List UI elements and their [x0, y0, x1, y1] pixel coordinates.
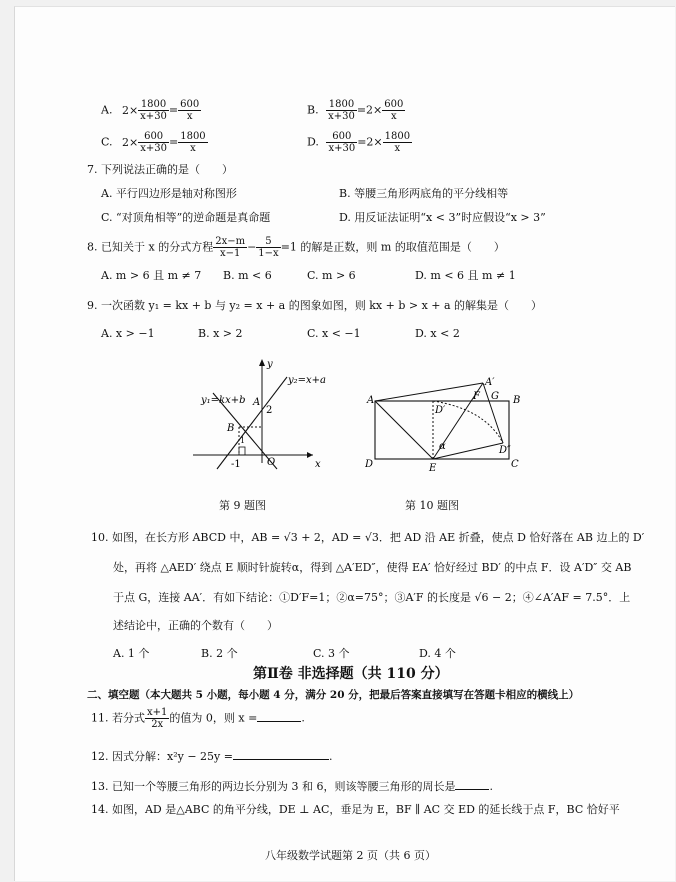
right-angle-mark: [239, 447, 245, 455]
q8-option-b: B. m < 6: [223, 269, 272, 282]
label-e: E: [429, 463, 437, 473]
origin-label: O: [267, 457, 276, 468]
q12-answer-blank[interactable]: [233, 748, 329, 760]
fold-line-ae: [375, 401, 433, 459]
q9-option-a: A. x > −1: [101, 327, 155, 340]
q9-option-c: C. x < −1: [307, 327, 361, 340]
line-y1-label: y₁=kx+b: [201, 395, 246, 406]
q8-option-d: D. m < 6 且 m ≠ 1: [415, 269, 516, 282]
fraction: $\frac{1800}{x}$: [180, 131, 206, 154]
fraction: $\frac{600}{x}$: [384, 99, 404, 122]
figure-10-caption: 第 10 题图: [405, 499, 459, 512]
tick-neg1-label: -1: [231, 459, 241, 470]
label-d-prime: D′: [435, 405, 446, 416]
fraction: $\frac{1800}{x+30}$: [328, 99, 355, 122]
page-footer: 八年级数学试题第 2 页（共 6 页）: [265, 849, 436, 862]
q6-option-a: A. 2× $\frac{1800}{x+30}$ = $\frac{600}{x}$: [101, 99, 200, 122]
x-axis-arrow: [307, 452, 313, 458]
q11-stem: 11. 若分式 $\frac{x+1}{2x}$ 的值为 0，则 x = .: [91, 707, 305, 730]
q7-option-c: C. “对顶角相等”的逆命题是真命题: [101, 211, 271, 224]
label-c: C: [511, 459, 519, 470]
q9-stem: 9. 一次函数 y₁ = kx + b 与 y₂ = x + a 的图象如图，则 kx + b > x + a 的解集是（ ）: [87, 299, 543, 312]
x-axis-label: x: [315, 459, 321, 470]
q10-option-d: D. 4 个: [419, 647, 456, 660]
q13-answer-blank[interactable]: [455, 778, 489, 790]
label-g: G: [491, 391, 499, 402]
q6-option-d: D. $\frac{600}{x+30}$ =2× $\frac{1800}{x}$: [307, 131, 411, 154]
q6-option-b: B. $\frac{1800}{x+30}$ =2× $\frac{600}{x}$: [307, 99, 404, 122]
q9-option-b: B. x > 2: [198, 327, 243, 340]
point-b-label: B: [227, 423, 235, 434]
q10-stem-line3: 于点 G，连接 AA′．有如下结论：①D′F=1；②α=75°；③A′F 的长度是 √6 − 2；④∠A′AF = 7.5°．上: [113, 591, 631, 604]
q6-option-c: C. 2× $\frac{600}{x+30}$ = $\frac{1800}{x}$: [101, 131, 206, 154]
label-a-prime: A′: [485, 377, 495, 388]
exam-page: [14, 6, 675, 881]
q14-stem: 14. 如图，AD 是△ABC 的角平分线，DE ⊥ AC，垂足为 E，BF ∥ AC 交 ED 的延长线于点 F，BC 恰好平: [91, 803, 620, 816]
fraction: $\frac{600}{x}$: [180, 99, 200, 122]
label-a: A: [367, 395, 375, 406]
label-alpha: α: [439, 441, 446, 452]
label-d-double-prime: D″: [499, 445, 511, 456]
fraction: $\frac{1800}{x+30}$: [140, 99, 167, 122]
q9-option-d: D. x < 2: [415, 327, 460, 340]
q11-answer-blank[interactable]: [257, 710, 301, 722]
label-f: F: [473, 391, 480, 402]
q10-stem-line1: 10. 如图，在长方形 ABCD 中，AB = √3 + 2，AD = √3．把 AD 沿 AE 折叠，使点 D 恰好落在 AB 边上的 D′: [91, 531, 645, 544]
label-d: D: [365, 459, 374, 470]
tick-1-label: 1: [240, 436, 246, 445]
y-axis-arrow: [259, 359, 265, 366]
q12-stem: 12. 因式分解：x²y − 25y = .: [91, 750, 333, 763]
label-b: B: [513, 395, 521, 406]
fraction: $\frac{x+1}{2x}$: [147, 707, 168, 730]
figure-9-graph: [183, 351, 333, 471]
q10-stem-line4: 述结论中，正确的个数有（ ）: [113, 619, 278, 632]
fill-in-section-header: 二、填空题（本大题共 5 小题，每小题 4 分，满分 20 分，把最后答案直接填写在答题卡相应的横线上）: [87, 689, 580, 701]
q10-option-b: B. 2 个: [201, 647, 238, 660]
fraction: $\frac{5}{1-x}$: [258, 236, 279, 259]
figure-10-rectangle: [365, 373, 525, 473]
fraction: $\frac{2x-m}{x-1}$: [215, 236, 246, 259]
q8-stem: 8. 已知关于 x 的分式方程 $\frac{2x-m}{x-1}$ − $\frac{5}{1-x}$ =1 的解是正数，则 m 的取值范围是（ ）: [87, 236, 505, 259]
point-a-label: A: [253, 397, 261, 408]
q13-stem: 13. 已知一个等腰三角形的两边长分别为 3 和 6，则该等腰三角形的周长是 .: [91, 780, 493, 793]
q10-option-c: C. 3 个: [313, 647, 350, 660]
fraction: $\frac{600}{x+30}$: [328, 131, 356, 154]
figure-9-caption: 第 9 题图: [219, 499, 266, 512]
q7-option-a: A. 平行四边形是轴对称图形: [101, 187, 237, 200]
line-y2-label: y₂=x+a: [288, 375, 327, 386]
fraction: $\frac{1800}{x}$: [384, 131, 411, 154]
q8-option-a: A. m > 6 且 m ≠ 7: [101, 269, 202, 282]
q7-option-b: B. 等腰三角形两底角的平分线相等: [339, 187, 509, 200]
tick-2-label: 2: [266, 405, 273, 416]
q7-stem: 7. 下列说法正确的是（ ）: [87, 163, 233, 176]
y-axis-label: y: [267, 359, 273, 370]
segment-aa-prime: [375, 383, 483, 401]
q10-option-a: A. 1 个: [113, 647, 150, 660]
part-2-title: 第Ⅱ卷 非选择题（共 110 分）: [253, 666, 449, 682]
q7-option-d: D. 用反证法证明“x < 3”时应假设“x > 3”: [339, 211, 546, 224]
fraction: $\frac{600}{x+30}$: [140, 131, 167, 154]
q8-option-c: C. m > 6: [307, 269, 356, 282]
q10-stem-line2: 处，再将 △AED′ 绕点 E 顺时针旋转α，得到 △A′ED″，使得 EA′ 恰好经过 BD′ 的中点 F．设 A′D″ 交 AB: [113, 561, 632, 574]
